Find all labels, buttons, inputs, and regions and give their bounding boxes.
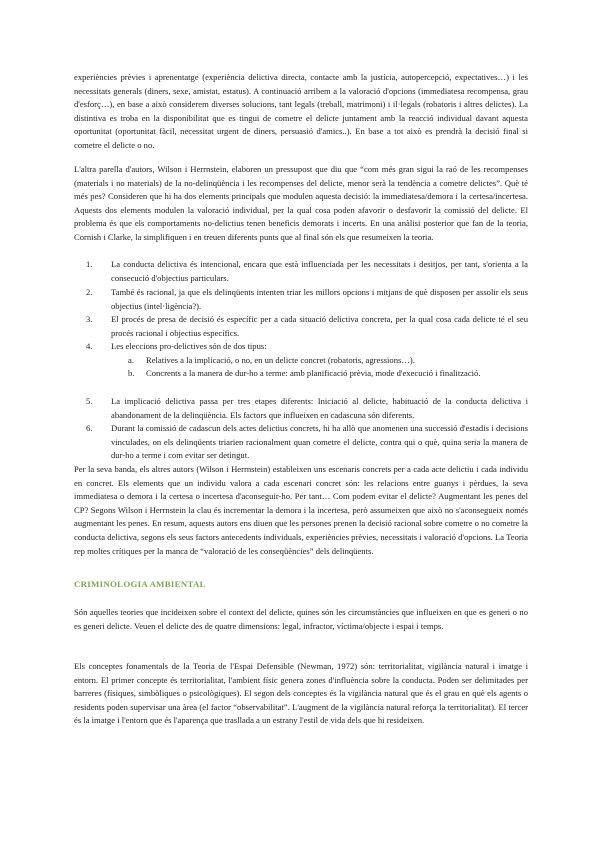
list-number: 6.	[86, 423, 93, 433]
list-item: També és racional, ja que els delinqüents intenten triar les millors opcions i mitjans de què disposen per assolir els seus objectius (intel·ligència?).	[111, 287, 528, 311]
list-number: 2.	[86, 287, 93, 297]
sublist-item: Relatives a la implicació, o no, en un delicte concret (robatoris, agressions…).	[146, 355, 415, 365]
list-number: 3.	[86, 314, 93, 324]
list-item: Les eleccions pro-delictives són de dos tipus:	[111, 341, 267, 351]
list-item: El procés de presa de decisió és específic per a cada situació delictiva concreta, per la qual cosa cada delicte té el seu procés racional i objectius específics.	[111, 314, 528, 338]
sublist-item: Concrents a la manera de dur-ho a terme: amb planificació prèvia, mode d'execució i finalització.	[146, 368, 481, 378]
list-item: Durant la comissió de cadascun dels actes delictius concrets, hi ha allò que anomenen una successió d'estadis i decisions vinculades, on els delinqüents triarien racionalment quan cometre el delicte, contra qui o què, quina seria la manera de dur-ho a terme i com evitar ser detingut.	[111, 423, 528, 461]
paragraph-wilson-herrnstein: L'altra parella d'autors, Wilson i Herrnstein, elaboren un pressupost que diu que “com més gran sigui la raó de les recompenses (materials i no materials) de la no-delinqüència i les recompenses del delicte, menor serà la tendència a cometre delictes”. Què té més pes? Consideren que hi ha dos elements principals que modulen aquesta decisió: la immediatesa/demora i la certesa/incertesa. Aquests dos elements modulen la valoració individual, per la qual cosa poden afavorir o desfavorir la comissió del delicte. El problema és que els comportaments no-delictius tenen beneficis demorats i incerts. En una anàlisi posterior que fan de la teoria, Cornish i Clarke, la simplifiquen i en treuen diferents punts que al final són els que resumeixen la teoria.	[74, 164, 528, 242]
sublist-letter: a.	[128, 355, 134, 365]
list-item: La conducta delictiva és intencional, encara que està influenciada per les necessitats i desitjos, per tant, s'orienta a la consecució d'objectius particulars.	[111, 259, 528, 283]
paragraph-scenarios: Per la seva banda, els altres autors (Wilson i Herrnstein) estableixen uns escenaris concrets per a cada acte delictiu i cada individu en concret. Els elements que un individu valora a cada escenari concret són: les relacions entre guanys i pèrdues, la seva immediatesa o demora i la certesa o incertesa d'aconseguir-ho. Per tant… Com podem evitar el delicte? Augmentant les penes del CP? Segons Wilson i Herrnstein la clau és incrementar la demora i la incertesa, però assumeixen que això no s'aconsegueix només augmentant les penes. En resum, aquests autors ens diuen que les persones prenen la decisió racional sobre cometre o no cometre la conducta delictiva, segons els seus factors antecedents individuals, experiències prèvies, necessitats i valoració d'opcions. La Teoria rep moltes crítiques per la manca de “valoració de les conseqüències” dels delinqüents.	[74, 464, 528, 556]
paragraph-experiences: experiències prèvies i aprenentatge (experiència delictiva directa, contacte amb la justícia, autopercepció, expectatives…) i les necessitats generals (diners, sexe, amistat, estatus). A continuació arribem a la valoració d'opcions (immediatesa recompensa, grau d'esforç…), en base a això considerem diverses solucions, tant legals (treball, matrimoni) i il·legals (robatoris i altres delictes). La distintiva es troba en la disponibilitat que es tingui de cometre el delicte juntament amb la reacció individual davant aquesta oportunitat (oportunitat fàcil, necessitat urgent de diners, persuasió d'amics..). En base a tot això es prendrà la decisió final si cometre el delicte o no.	[74, 72, 528, 150]
paragraph-defensible-space: Els conceptes fonamentals de la Teoria de l'Espai Defensible (Newman, 1972) són: territorialitat, vigilància natural i imatge i entorn. El primer concepte és territorialitat, l'ambient físic genera zones d'influència sobre la conducta. Poden ser delimitades per barreres (físiques, simbòliques o psicològiques). El segon dels conceptes és la vigilància natural que és el grau en què els agents o residents poden supervisar una àrea (el factor “observabilitat”. L'augment de la vigilància natural reforça la territorialitat). El tercer és la imatge i l'entorn que és l'aparença que trasllada a un estrany l'estil de vida dels que hi resideixen.	[74, 661, 528, 726]
section-heading: CRIMINOLOGIA AMBIENTAL	[74, 579, 206, 589]
sublist-letter: b.	[128, 368, 135, 378]
list-number: 1.	[86, 259, 93, 269]
paragraph-environmental: Són aquelles teories que incideixen sobre el context del delicte, quines són les circumstàncies que influeixen en que es generi o no es generi delicte. Veuen el delicte des de quatre dimensions: legal, infractor, víctima/objecte i espai i temps.	[74, 607, 528, 631]
list-number: 4.	[86, 341, 93, 351]
list-item: La implicació delictiva passa per tres etapes diferents: Iniciació al delicte, habituació de la conducta delictiva i abandonament de la delinqüència. Els factors que influeixen en cadascuna són diferents.	[111, 396, 528, 420]
list-number: 5.	[86, 396, 93, 406]
